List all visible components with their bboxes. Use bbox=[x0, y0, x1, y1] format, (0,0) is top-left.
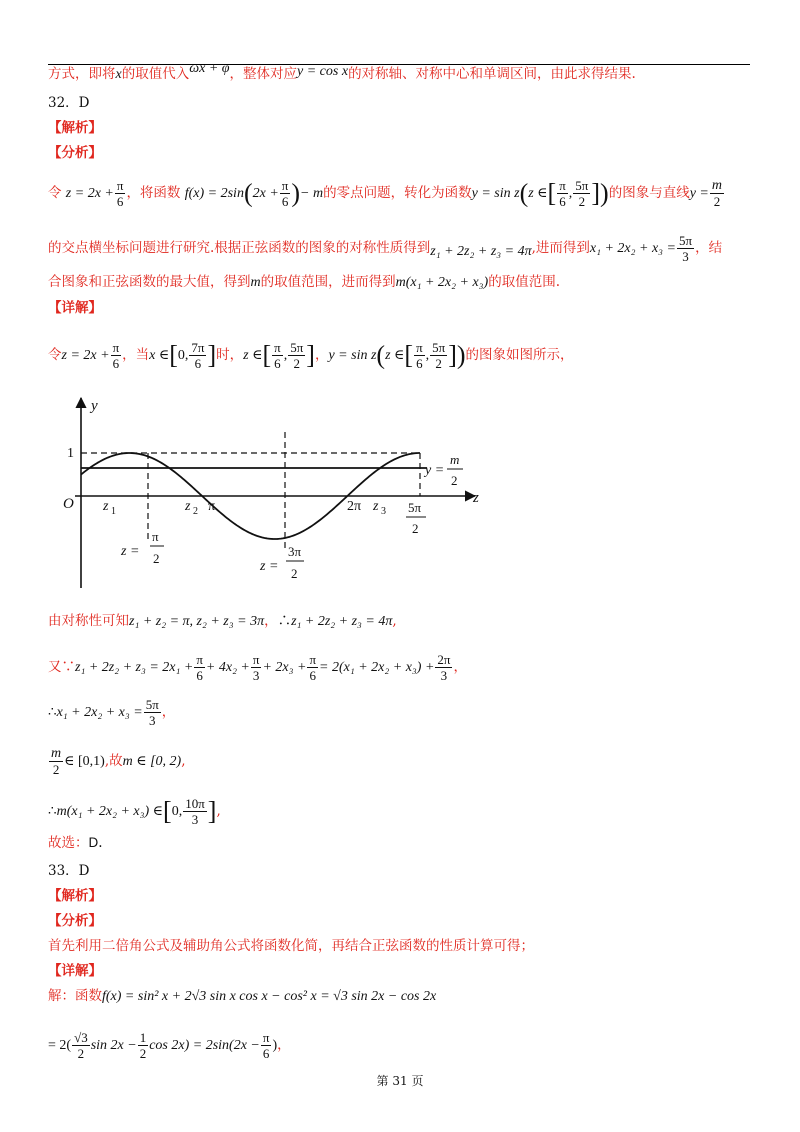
q32-s2: 又∵z₁ + 2z₂ + z₃ = 2x₁ + $\frac{\pi}{6}$ + 4x₂ + $\frac{\pi}{3}$ + 2x₃ + $\frac{\pi}{6}$ = 2(x₁ + 2x₂ + x₃) + $\frac{2\pi}{3}$ ， bbox=[48, 652, 467, 683]
q32-detail-line: 令z = 2x + $\frac{\pi}{6}$ ，当x ∈[0, $\frac{7\pi}{6}$ ]时，z ∈[ $\frac{\pi}{6}$ , $\frac{5\pi}{2}$ ]，y = sin z(z ∈[ $\frac{\pi}{6}$ , $\frac{5\pi}{2}$ ])的图象如图所示， bbox=[48, 340, 574, 371]
q33-xiangjie: 【详解】 bbox=[48, 963, 102, 979]
q32-jiexi: 【解析】 bbox=[48, 120, 102, 136]
q32-number: 32．D bbox=[48, 95, 90, 111]
svg-text:2: 2 bbox=[153, 551, 160, 566]
sine-graph bbox=[55, 392, 485, 592]
origin-label: O bbox=[63, 496, 74, 512]
q33-jiexi: 【解析】 bbox=[48, 888, 102, 904]
q32-s4: $\frac{m}{2}$ ∈ [0,1),故m ∈ [0, 2), bbox=[51, 746, 186, 777]
svg-text:1: 1 bbox=[111, 506, 116, 517]
y-axis-label: y bbox=[91, 398, 98, 414]
q32-analysis-line3: 合图象和正弦函数的最大值，得到m的取值范围，进而得到m(x₁ + 2x₂ + x₃)的取值范围. bbox=[48, 274, 560, 290]
svg-text:π: π bbox=[152, 529, 159, 544]
svg-text:3: 3 bbox=[381, 506, 386, 517]
q32-s5: ∴m(x₁ + 2x₂ + x₃) ∈[0, $\frac{10\pi}{3}$ ], bbox=[48, 796, 221, 827]
svg-text:2: 2 bbox=[193, 506, 198, 517]
z1-label: z bbox=[103, 499, 109, 514]
q33-fenxi: 【分析】 bbox=[48, 913, 102, 929]
z-axis-label: z bbox=[473, 490, 479, 506]
z2-label: z bbox=[185, 499, 191, 514]
q33-line2: = 2( $\frac{√3}{2}$ sin 2x − $\frac{1}{2}$ cos 2x) = 2sin(2x − $\frac{\pi}{6}$ )， bbox=[48, 1030, 291, 1061]
five-pi-label: 5π bbox=[408, 500, 422, 515]
z-pi-over-2-label: z = bbox=[121, 544, 140, 559]
pi-label: π bbox=[208, 499, 216, 514]
z-3pi-over-2-label: z = bbox=[260, 559, 279, 574]
one-label: 1 bbox=[67, 446, 74, 461]
q32-s3: ∴x₁ + 2x₂ + x₃ = $\frac{5\pi}{3}$ ， bbox=[48, 697, 176, 728]
q33-number: 33．D bbox=[48, 863, 90, 879]
line-label-2: 2 bbox=[451, 473, 458, 488]
q32-s1: 由对称性可知z₁ + z₂ = π, z₂ + z₃ = 3π，∴z₁ + 2z₂ + z₃ = 4π, bbox=[48, 613, 397, 629]
q32-answer: 故选：D. bbox=[48, 835, 103, 851]
q33-analysis: 首先利用二倍角公式及辅助角公式将函数化简，再结合正弦函数的性质计算可得； bbox=[48, 938, 534, 954]
text-line-continuation: 方式，即将x的取值代入ωx + φ，整体对应y = cos x的对称轴、对称中心和单调区间，由此求得结果. bbox=[48, 61, 636, 82]
z3-label: z bbox=[373, 499, 379, 514]
svg-text:3π: 3π bbox=[288, 544, 302, 559]
line-label-m: m bbox=[450, 452, 460, 467]
q32-analysis-line1: 令 z = 2x + $\frac{\pi}{6}$ ，将函数 f(x) = 2sin(2x + $\frac{\pi}{6}$ )− m的零点问题，转化为函数y = sin z(z ∈[ $\frac{\pi}{6}$ , $\frac{5\pi}{2}$ ])的图象与直线y = $\frac{m}{2}$ bbox=[48, 178, 722, 209]
q32-xiangjie: 【详解】 bbox=[48, 300, 102, 316]
q32-fenxi: 【分析】 bbox=[48, 145, 102, 161]
two-pi-label: 2π bbox=[347, 499, 362, 514]
five-pi-den: 2 bbox=[412, 521, 419, 536]
page-number: 第 31 页 bbox=[376, 1074, 424, 1088]
q33-line1: 解：函数f(x) = sin² x + 2√3 sin x cos x − cos² x = √3 sin 2x − cos 2x bbox=[48, 988, 437, 1004]
line-label: y = bbox=[425, 463, 445, 478]
svg-text:2: 2 bbox=[291, 566, 298, 581]
q32-analysis-line2: 的交点横坐标问题进行研究.根据正弦函数的图象的对称性质得到z₁ + 2z₂ + z₃ = 4π,进而得到x₁ + 2x₂ + x₃ = $\frac{5\pi}{3}$ ，结 bbox=[48, 233, 723, 264]
